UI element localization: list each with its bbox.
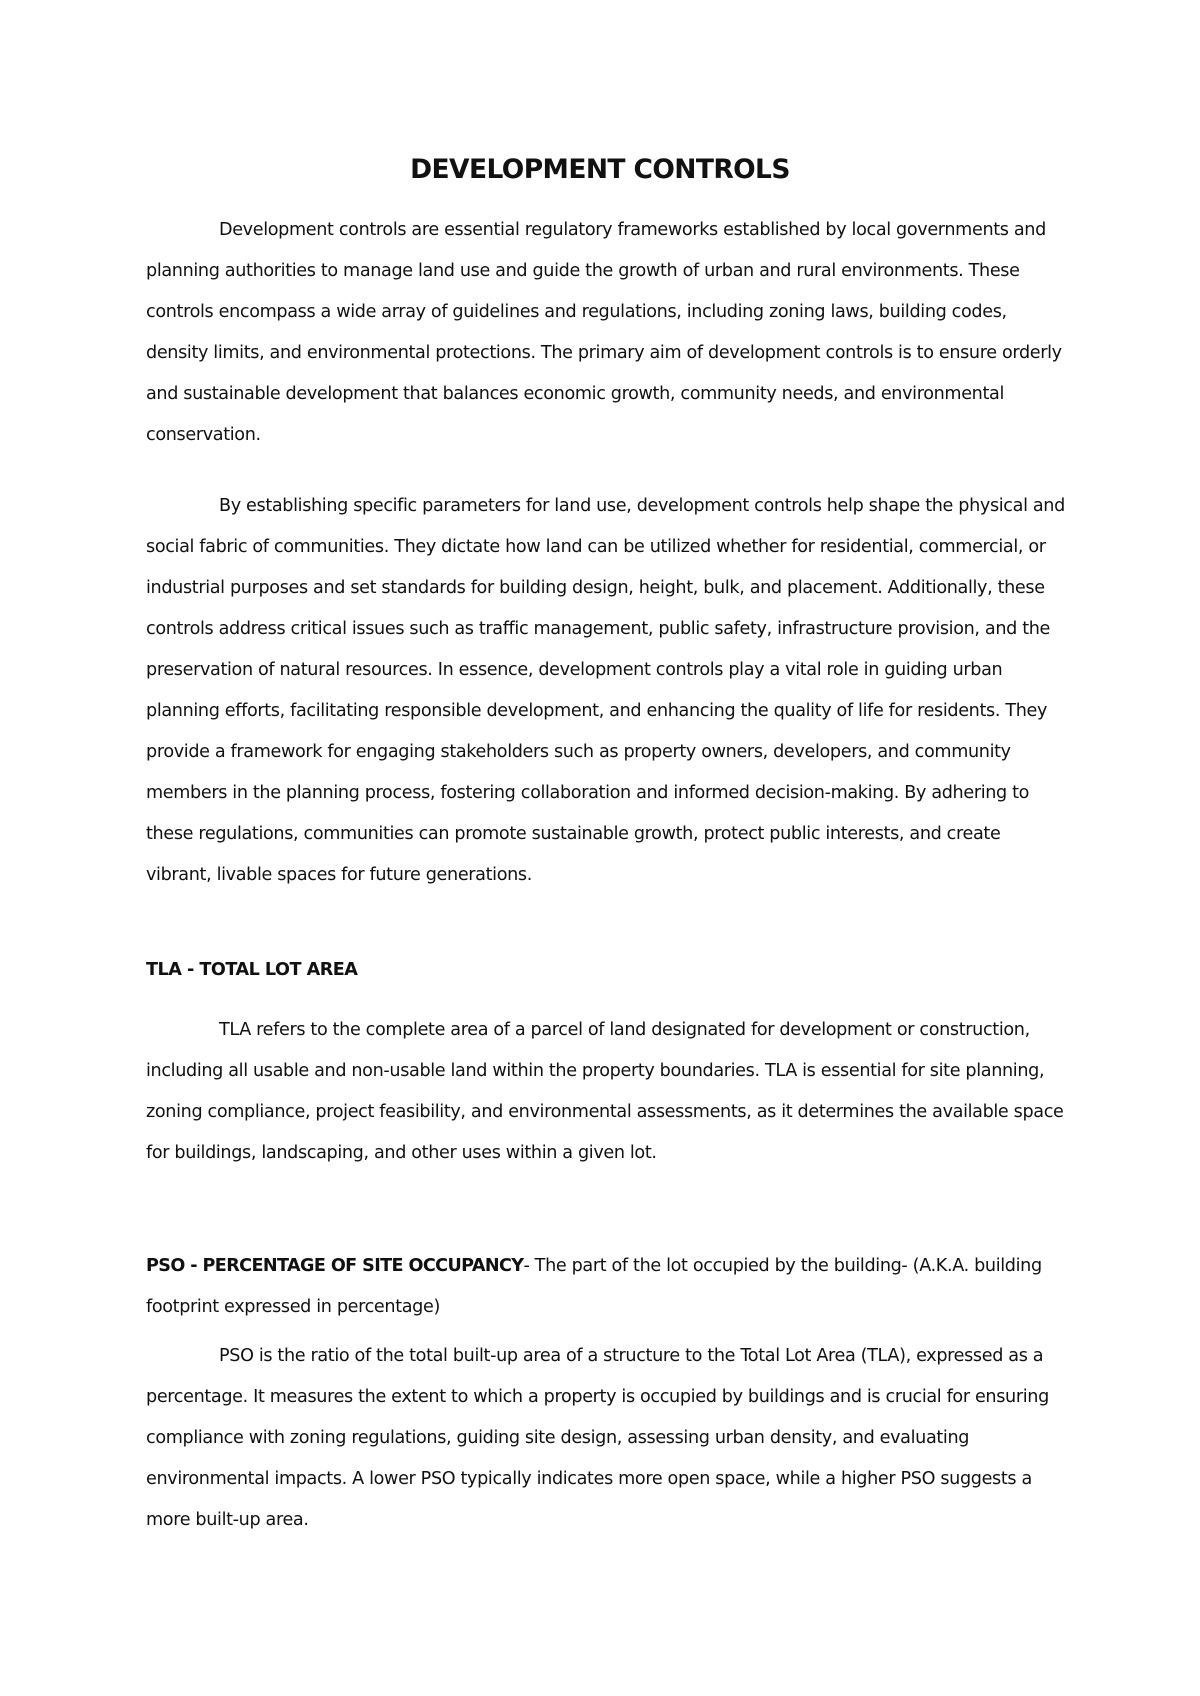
intro-paragraph-1: Development controls are essential regulatory frameworks established by local governments and planning authorities to manage land use and guide the growth of urban and rural environments. These controls encompass a wide array of guidelines and regulations, including zoning laws, building codes, density limits, and environmental protections. The primary aim of development controls is to ensure orderly and sustainable development that balances economic growth, community needs, and environmental conservation. bbox=[146, 220, 1062, 445]
tla-paragraph: TLA refers to the complete area of a parcel of land designated for development or construction, including all usable and non-usable land within the property boundaries. TLA is essential for site planning, zoning compliance, project feasibility, and environmental assessments, as it determines the available space for buildings, landscaping, and other uses within a given lot. bbox=[146, 1020, 1064, 1163]
intro-paragraph-2: By establishing specific parameters for land use, development controls help shape the physical and social fabric of communities. They dictate how land can be utilized whether for residential, commercial, or industrial purposes and set standards for building design, height, bulk, and placement. Additionally, these controls address critical issues such as traffic management, public safety, infrastructure provision, and the preservation of natural resources. In essence, development controls play a vital role in guiding urban planning efforts, facilitating responsible development, and enhancing the quality of life for residents. They provide a framework for engaging stakeholders such as property owners, developers, and community members in the planning process, fostering collaboration and informed decision-making. By adhering to these regulations, communities can promote sustainable growth, protect public interests, and create vibrant, livable spaces for future generations. bbox=[146, 496, 1065, 885]
pso-heading-description: - The part of the lot occupied by the building- (A.K.A. building footprint expressed in percentage) bbox=[146, 1256, 1042, 1317]
pso-heading-line bbox=[146, 1246, 1066, 1328]
pso-paragraph: PSO is the ratio of the total built-up area of a structure to the Total Lot Area (TLA), expressed as a percentage. It measures the extent to which a property is occupied by buildings and is crucial for ensuring compliance with zoning regulations, guiding site design, assessing urban density, and evaluating environmental impacts. A lower PSO typically indicates more open space, while a higher PSO suggests a more built-up area. bbox=[146, 1346, 1049, 1530]
pso-heading: PSO - PERCENTAGE OF SITE OCCUPANCY bbox=[146, 1256, 524, 1276]
document-title: DEVELOPMENT CONTROLS bbox=[410, 154, 790, 185]
tla-heading: TLA - TOTAL LOT AREA bbox=[146, 960, 358, 980]
